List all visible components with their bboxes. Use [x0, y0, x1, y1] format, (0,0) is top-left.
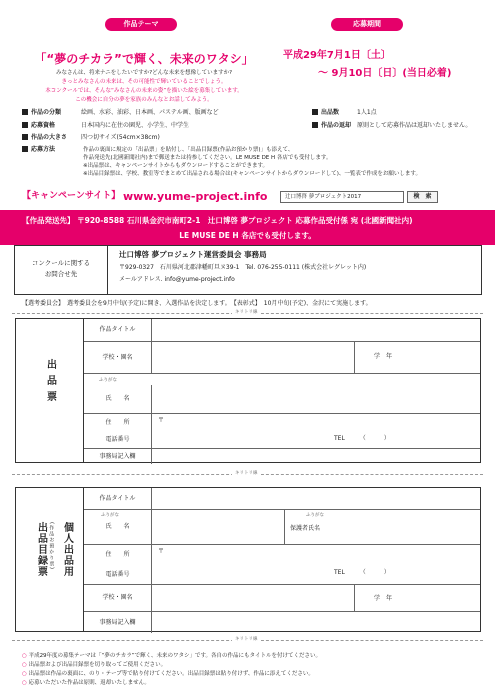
contact-address: 〒929-0327 石川県河北郡津幡町旦ヌ39-1 Tel. 076-255-0111 (株式会社レグレット内): [119, 264, 367, 271]
shipping-band: [0, 210, 495, 245]
period-end: ～ 9月10日〔日〕(当日必着): [318, 68, 452, 79]
cut-label-1: キリトリ線: [232, 310, 261, 316]
catalog-row-title: 作品タイトル: [84, 488, 480, 510]
entry-side: [16, 319, 84, 462]
info-count: 出品数 1人1点: [312, 108, 377, 117]
theme-description: [16, 69, 272, 105]
campaign-url[interactable]: www.yume-project.info: [123, 190, 268, 203]
cut-label-3: キリトリ線: [232, 637, 261, 643]
cut-label-2: キリトリ線: [232, 471, 261, 477]
contact-org: 辻口博啓 夢プロジェクト運営委員会 事務局: [119, 250, 267, 259]
entry-row-title: 作品タイトル: [84, 319, 480, 342]
entry-row-address: 住 所 電話番号 〒 TEL （ ）: [84, 414, 480, 449]
catalog-form: 出品目録票 (作品お預かり票) 個人出品用 作品タイトル ふりがな ふりがな 氏 名 保護者氏名 住 所 電話番号 〒 TEL （ ） 学校・園名 学 年 事務局記入欄: [15, 487, 481, 632]
info-return: 作品の返却 原則として応募作品は返却いたしません。: [312, 121, 471, 130]
entry-side-title: 出品票: [44, 359, 56, 407]
catalog-side: 出品目録票 (作品お預かり票) 個人出品用: [16, 488, 84, 631]
theme-line-2: きっとみなさんの未来は、その可能性で輝いていることでしょう。: [61, 79, 227, 85]
info-category: 作品の分類 絵画、水彩、油彩、日本画、パステル画、版画など: [22, 108, 219, 117]
footnote-2: ○ 出品票および出品目録票を切り取ってご使用ください。: [22, 662, 167, 668]
theme-line-4: この機会に自分の夢を家族のみんなとお話してみよう。: [75, 97, 213, 103]
contact-mail[interactable]: メールアドレス. info@yume-project.info: [119, 276, 235, 283]
catalog-row-school: 学校・園名 学 年: [84, 585, 480, 612]
entry-row-office: 事務局記入欄: [84, 449, 480, 464]
catalog-row-name: 氏 名 保護者氏名: [84, 510, 480, 545]
catalog-row-office: 事務局記入欄: [84, 612, 480, 633]
entry-form: 出品票 作品タイトル 学校・園名 学 年 ふりがな 氏 名 住 所 電話番号 〒 TEL （ ） 事務局記入欄: [15, 318, 481, 463]
info-method: 応募方法: [22, 145, 81, 154]
info-size: 作品の大きさ 四つ切サイズ(54cm×38cm): [22, 133, 160, 142]
info-eligibility: 応募資格 日本国内に在住の園児、小学生、中学生: [22, 121, 189, 130]
period-pill: 応募期間: [331, 18, 403, 31]
entry-row-name: 氏 名: [84, 385, 480, 414]
entry-row-school: 学校・園名 学 年: [84, 342, 480, 374]
theme-pill: 作品テーマ: [105, 18, 177, 31]
theme-title: 「“夢のチカラ”で輝く、未来のワタシ」: [34, 52, 254, 66]
search-box[interactable]: 辻口博啓 夢プロジェクト2017: [280, 191, 404, 203]
theme-line-3: 本コンクールでは、そんな“みなさんの未来の姿”を描いた絵を募集しています。: [45, 88, 243, 94]
theme-line-1: みなさんは、将来ナニをしたいですか?どんな未来を想像していますか?: [55, 70, 233, 76]
shipping-line-1: 【作品発送先】 〒920-8588 石川県金沢市南町2-1 辻口博啓 夢プロジェクト 応募作品受付係 宛 (北國新聞社内): [22, 216, 413, 225]
catalog-row-address: 住 所 電話番号 〒 TEL （ ）: [84, 545, 480, 585]
footnote-4: ○ 応募いただいた作品は原則、返却いたしません。: [22, 680, 150, 686]
contact-box: [14, 245, 482, 295]
search-button[interactable]: 検 索: [407, 191, 438, 203]
footnote-3: ○ 出品票は作品の裏面に、のり・テープ等で貼り付けてください。出品目録票は貼り付けず、作品に添えてください。: [22, 671, 314, 677]
footnote-1: ○ 平成29年度の募集テーマは「“夢のチカラ”で輝く、未来のワタシ」です。各自の作品にもタイトルを付けてください。: [22, 653, 321, 659]
method-text: 作品の裏面に規定の「出品票」を貼付し、「出品目録票(作品お預かり票)」も添えて、 作品発送先(北國新聞社内)まで郵送または持参してください。LE MUSE DE H 各店でも受付します。 ※出品票は、キャンペーンサイトからもダウンロードすることができます。 ※出品目録票は、学校、教室等でまとめて出品される場合は(キャンペーンサイトからダウンロードして)、一覧表で作成をお願いします。: [83, 147, 421, 177]
period-start: 平成29年7月1日〔土〕: [283, 50, 391, 61]
selection-info: 【選考委員会】 選考委員会を9月中旬(予定)に開き、入選作品を決定します。 【表彰式】 10月中旬(予定)、金沢にて実施します。: [22, 300, 372, 307]
shipping-line-2: LE MUSE DE H 各店でも受付します。: [179, 231, 316, 240]
campaign-label: 【キャンペーンサイト】: [22, 191, 121, 201]
contact-label: コンクールに関する お問合せ先: [15, 246, 108, 294]
